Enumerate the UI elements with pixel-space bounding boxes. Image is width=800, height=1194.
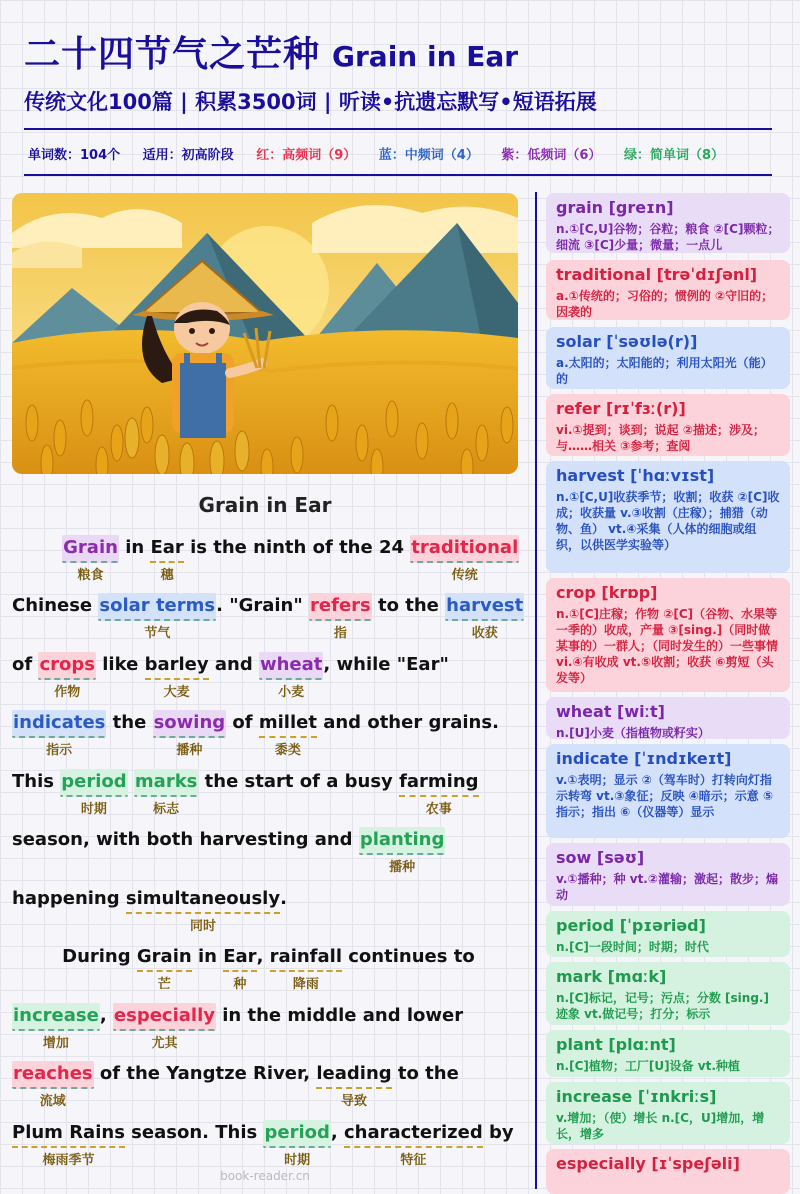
vocab-card-word: solar xyxy=(556,332,601,351)
passage-text: the xyxy=(106,712,153,733)
passage-line xyxy=(12,767,479,817)
watermark: book-reader.cn xyxy=(220,1169,310,1183)
vocab-word-text: traditional xyxy=(411,537,519,558)
vocab-word-text: period xyxy=(61,771,127,792)
vocab-headword xyxy=(556,265,780,285)
passage-line xyxy=(12,650,449,700)
passage-text: like xyxy=(95,654,145,675)
vocab-card-plant[interactable] xyxy=(546,1030,790,1077)
vocab-card-harvest[interactable] xyxy=(546,461,790,573)
vocab-word-text: millet xyxy=(258,712,317,733)
vocab-card-definition: n.[C]植物；工厂[U]设备 vt.种植 xyxy=(556,1059,740,1073)
passage-text xyxy=(128,771,134,792)
word-gloss: 指示 xyxy=(46,743,73,758)
vocab-word[interactable] xyxy=(316,1061,392,1109)
vocab-headword xyxy=(556,1154,780,1174)
vocab-word-red[interactable] xyxy=(410,535,519,583)
word-gloss: 收获 xyxy=(471,626,498,641)
vocab-word[interactable] xyxy=(150,535,184,583)
vocab-word-text: Ear xyxy=(150,537,184,558)
vocab-word[interactable] xyxy=(136,944,192,992)
vocab-card-definition: n.[C]一段时间；时期；时代 xyxy=(556,940,709,954)
passage-text: continues to xyxy=(342,946,475,967)
passage-line xyxy=(12,825,445,875)
passage-text: This xyxy=(12,771,61,792)
vocab-card-ipa: [səʊ] xyxy=(596,848,645,867)
vocab-card-mark[interactable] xyxy=(546,962,790,1025)
word-gloss: 节气 xyxy=(144,626,171,641)
vocab-headword xyxy=(556,916,780,936)
passage-line xyxy=(12,591,524,641)
stat-red: 红：高频词（9） xyxy=(256,148,357,163)
passage-text: in xyxy=(191,946,224,967)
passage-text: season, with both harvesting and xyxy=(12,829,359,850)
vocab-card-ipa: [plɑːnt] xyxy=(608,1035,676,1054)
vocab-word-text: crops xyxy=(39,654,95,675)
stat-green: 绿：简单词（8） xyxy=(623,148,724,163)
vocab-card-word: grain xyxy=(556,198,604,217)
word-gloss: 粮食 xyxy=(77,568,104,583)
vocab-card-traditional[interactable] xyxy=(546,260,790,320)
passage-text xyxy=(12,537,62,558)
vocab-word[interactable] xyxy=(125,886,281,934)
vocab-card-definition: v.①播种；种 vt.②灌输；激起；散步；煽动 xyxy=(556,872,779,902)
stat-level: 适用：初高阶段 xyxy=(142,148,234,163)
passage-text: , while "Ear" xyxy=(323,654,449,675)
vocab-word-text: especially xyxy=(113,1005,215,1026)
vocab-word-text: period xyxy=(264,1122,330,1143)
passage-text: to the xyxy=(391,1063,459,1084)
vocab-word-purple[interactable] xyxy=(153,710,227,758)
vocab-word-text: leading xyxy=(316,1063,392,1084)
vocab-word-purple[interactable] xyxy=(259,652,323,700)
passage-text: by xyxy=(482,1122,514,1143)
vocab-card-ipa: [wiːt] xyxy=(617,702,665,721)
vocab-word[interactable] xyxy=(269,944,342,992)
vocab-card-word: especially xyxy=(556,1154,646,1173)
vocab-card-definition: a.①传统的；习俗的；惯例的 ②守旧的；因袭的 xyxy=(556,289,774,319)
vocab-card-ipa: [krɒp] xyxy=(601,583,658,602)
passage-text: . xyxy=(280,888,287,909)
vocab-word-red[interactable] xyxy=(12,1061,94,1109)
title-chinese: 二十四节气之芒种 xyxy=(24,34,321,75)
vocab-card-definition: v.增加；（使）增长 n.[C，U]增加，增长，增多 xyxy=(556,1111,765,1141)
vocab-word-text: Plum Rains xyxy=(12,1122,125,1143)
vocab-card-word: mark xyxy=(556,967,602,986)
vocab-card-ipa: [ɪˈspeʃəli] xyxy=(651,1154,740,1173)
word-gloss: 特征 xyxy=(400,1153,427,1168)
vocab-word-text: reaches xyxy=(13,1063,93,1084)
vocab-headword xyxy=(556,466,780,486)
vocab-word-text: refers xyxy=(310,595,371,616)
word-gloss: 传统 xyxy=(451,568,478,583)
vocab-card-refer[interactable] xyxy=(546,394,790,456)
vocab-word-purple[interactable] xyxy=(62,535,119,583)
passage-text: and xyxy=(208,654,259,675)
vocab-word-text: increase xyxy=(13,1005,99,1026)
vocab-card-definition: a.太阳的；太阳能的；利用太阳光（能）的 xyxy=(556,356,773,386)
passage-text: Chinese xyxy=(12,595,99,616)
vocab-word-text: planting xyxy=(359,829,445,850)
vocab-headword xyxy=(556,1035,780,1055)
stat-blue: 蓝：中频词（4） xyxy=(378,148,479,163)
vocab-card-word: sow xyxy=(556,848,592,867)
vocab-card-wheat[interactable] xyxy=(546,697,790,739)
word-gloss: 播种 xyxy=(176,743,203,758)
vocab-word[interactable] xyxy=(343,1120,483,1168)
vocab-word-red[interactable] xyxy=(113,1003,216,1051)
vocab-card-especially[interactable] xyxy=(546,1149,790,1194)
vocab-word-text: Ear xyxy=(223,946,257,967)
subtitle: 传统文化100篇 | 积累3500词 | 听读•抗遗忘默写•短语拓展 xyxy=(24,90,597,114)
vocab-headword xyxy=(556,749,780,769)
vocab-card-definition: vi.①提到；谈到；说起 ②描述；涉及；与……相关 ③参考；查阅 xyxy=(556,423,765,453)
vocab-card-ipa: [mɑːk] xyxy=(607,967,667,986)
passage-text: and other grains. xyxy=(316,712,499,733)
vocab-word-text: farming xyxy=(399,771,479,792)
passage-line xyxy=(12,533,519,583)
vocab-card-increase[interactable] xyxy=(546,1082,790,1144)
vocab-card-word: plant xyxy=(556,1035,603,1054)
title-english: Grain in Ear xyxy=(332,40,519,73)
vocab-card-word: crop xyxy=(556,583,596,602)
word-gloss: 时期 xyxy=(284,1153,311,1168)
vocab-card-solar[interactable] xyxy=(546,327,790,389)
vocab-card-ipa: [ˈpɪəriəd] xyxy=(619,916,706,935)
vocab-card-definition: n.[C]标记，记号；污点；分数 [sing.]迹象 vt.做记号；打分；标示 xyxy=(556,991,769,1021)
word-gloss: 导致 xyxy=(340,1094,368,1109)
vocab-card-definition: n.①[C,U]谷物；谷粒；粮食 ②[C]颗粒；细流 ③[C]少量；微量；一点儿 xyxy=(556,222,780,252)
passage-text: in xyxy=(125,537,145,558)
vocab-word-text: simultaneously xyxy=(125,888,281,909)
vocab-card-word: traditional xyxy=(556,265,652,284)
header-divider xyxy=(24,128,772,130)
passage-text: season. This xyxy=(124,1122,264,1143)
word-gloss: 农事 xyxy=(425,802,452,817)
vocab-word-text: characterized xyxy=(343,1122,483,1143)
vocab-headword xyxy=(556,332,780,352)
vocab-headword xyxy=(556,848,780,868)
vocab-card-ipa: [rɪˈfɜː(r)] xyxy=(606,399,686,418)
word-gloss: 大麦 xyxy=(163,685,190,700)
passage-text: is the ninth of the 24 xyxy=(183,537,411,558)
word-gloss: 流域 xyxy=(39,1094,66,1109)
vocab-headword xyxy=(556,583,780,603)
vocab-word-red[interactable] xyxy=(38,652,96,700)
vocab-word-text: indicates xyxy=(13,712,106,733)
vocab-word-green[interactable] xyxy=(134,769,198,817)
passage-text: of xyxy=(226,712,259,733)
vocab-card-ipa: [trəˈdɪʃənl] xyxy=(656,265,758,284)
vocab-card-word: increase xyxy=(556,1087,633,1106)
vocab-word-blue[interactable] xyxy=(12,710,106,758)
word-gloss: 芒 xyxy=(157,977,171,992)
vocab-card-definition: n.[U]小麦（指植物或籽实） xyxy=(556,726,710,739)
passage-text: During xyxy=(12,946,137,967)
vocab-headword xyxy=(556,967,780,987)
vocab-card-grain[interactable] xyxy=(546,193,790,253)
passage-text: , xyxy=(256,946,270,967)
passage-text: of xyxy=(12,654,39,675)
passage-text: happening xyxy=(12,888,126,909)
vocab-word-green[interactable] xyxy=(359,827,446,875)
vocab-card-word: refer xyxy=(556,399,601,418)
vocab-card-word: period xyxy=(556,916,615,935)
vocab-card-ipa: [ˈsəʊlə(r)] xyxy=(606,332,698,351)
vocab-headword xyxy=(556,399,780,419)
vocab-word-text: barley xyxy=(144,654,209,675)
vocab-word[interactable] xyxy=(223,944,257,992)
vocab-word-text: Grain xyxy=(63,537,118,558)
vocab-card-definition: v.①表明；显示 ②（驾车时）打转向灯指示转弯 vt.③象征；反映 ④暗示；示意 ⑤指示；指出 ⑥（仪器等）显示 xyxy=(556,773,774,819)
illustration xyxy=(12,193,518,474)
word-gloss: 时期 xyxy=(80,802,107,817)
vocab-word[interactable] xyxy=(144,652,209,700)
column-divider xyxy=(535,192,537,1189)
stat-purple: 紫：低频词（6） xyxy=(501,148,602,163)
vocab-card-ipa: [ˈɪndɪkeɪt] xyxy=(634,749,732,768)
word-gloss: 同时 xyxy=(189,919,216,934)
vocab-word[interactable] xyxy=(12,1120,125,1168)
passage-text: , xyxy=(99,1005,113,1026)
vocab-card-sow[interactable] xyxy=(546,843,790,906)
passage-text: the start of a busy xyxy=(198,771,400,792)
passage-title: Grain in Ear xyxy=(198,493,332,517)
word-gloss: 指 xyxy=(333,626,347,641)
word-gloss: 黍类 xyxy=(274,743,301,758)
vocab-headword xyxy=(556,198,780,218)
passage-line xyxy=(12,942,475,992)
word-gloss: 尤其 xyxy=(151,1036,178,1051)
vocab-word[interactable] xyxy=(399,769,479,817)
passage-line xyxy=(12,1001,464,1051)
word-gloss: 降雨 xyxy=(292,977,319,992)
stats-divider xyxy=(24,174,772,176)
vocab-card-word: harvest xyxy=(556,466,625,485)
passage-text: in the middle and lower xyxy=(216,1005,464,1026)
vocab-word-red[interactable] xyxy=(309,593,372,641)
vocab-card-ipa: [greɪn] xyxy=(608,198,674,217)
passage-text: , xyxy=(330,1122,344,1143)
vocab-card-indicate[interactable] xyxy=(546,744,790,838)
passage-line xyxy=(12,1059,459,1109)
vocab-card-ipa: [ˈɪnkriːs] xyxy=(637,1087,717,1106)
passage-text: to the xyxy=(371,595,446,616)
vocab-word-text: wheat xyxy=(259,654,323,675)
stats-bar xyxy=(28,144,742,163)
word-gloss: 标志 xyxy=(153,802,180,817)
vocab-word-blue[interactable] xyxy=(445,593,524,641)
stat-word-count: 单词数：104个 xyxy=(28,148,121,163)
vocab-word-green[interactable] xyxy=(12,1003,100,1051)
vocab-card-definition: n.①[C,U]收获季节；收割；收获 ②[C]收成；收获量 v.③收割（庄稼）；捕猎（动物、鱼） vt.④采集（人体的细胞或组织，以供医学实验等） xyxy=(556,490,780,552)
vocab-card-period[interactable] xyxy=(546,911,790,957)
vocab-card-word: indicate xyxy=(556,749,629,768)
vocab-word-green[interactable] xyxy=(60,769,127,817)
vocab-card-ipa: [ˈhɑːvɪst] xyxy=(630,466,715,485)
word-gloss: 作物 xyxy=(54,685,81,700)
word-gloss: 小麦 xyxy=(278,685,305,700)
passage-line xyxy=(12,884,287,934)
vocab-word-text: solar terms xyxy=(99,595,216,616)
vocab-word-green[interactable] xyxy=(263,1120,330,1168)
word-gloss: 梅雨季节 xyxy=(42,1153,95,1168)
passage-line xyxy=(12,708,499,758)
vocab-word-text: Grain xyxy=(136,946,192,967)
vocab-word[interactable] xyxy=(258,710,317,758)
passage-text: of the Yangtze River, xyxy=(93,1063,317,1084)
passage-line xyxy=(12,1118,514,1168)
word-gloss: 增加 xyxy=(42,1036,69,1051)
word-gloss: 种 xyxy=(233,977,247,992)
vocab-word-text: marks xyxy=(134,771,198,792)
vocab-word-blue[interactable] xyxy=(98,593,216,641)
word-gloss: 播种 xyxy=(389,860,416,875)
vocab-word-text: harvest xyxy=(446,595,524,616)
word-gloss: 穗 xyxy=(160,568,174,583)
passage-text: . "Grain" xyxy=(216,595,310,616)
vocab-headword xyxy=(556,1087,780,1107)
vocab-card-word: wheat xyxy=(556,702,612,721)
vocab-card-crop[interactable] xyxy=(546,578,790,692)
vocab-headword xyxy=(556,702,780,722)
vocab-card-definition: n.①[C]庄稼；作物 ②[C]（谷物、水果等一季的）收成，产量 ③[sing.]（同时做某事的）一群人；（同时发生的）一些事情 vi.④有收成 vt.⑤收割；收获 ⑥剪短（头发等） xyxy=(556,607,779,685)
vocab-word-text: rainfall xyxy=(269,946,342,967)
page-title xyxy=(24,26,518,77)
vocab-word-text: sowing xyxy=(153,712,226,733)
